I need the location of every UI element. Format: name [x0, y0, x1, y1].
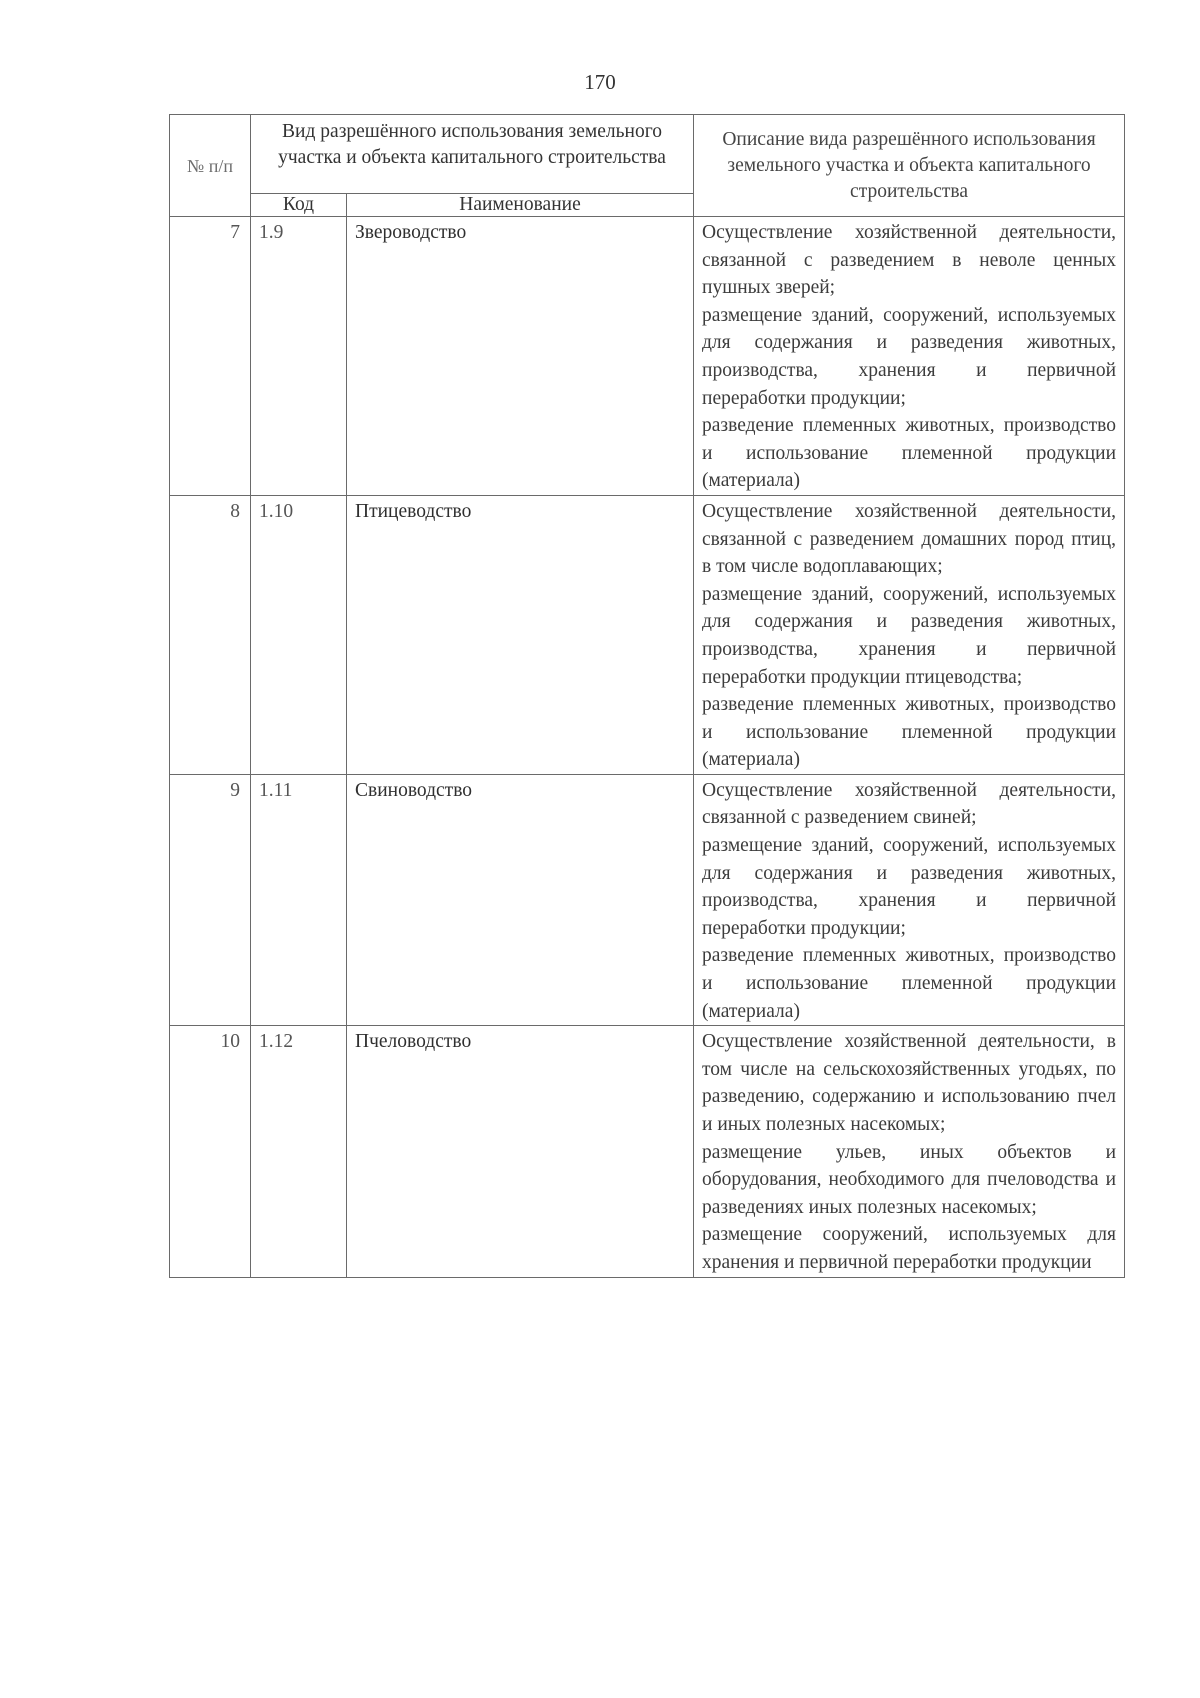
page-number: 170: [584, 70, 616, 94]
land-use-table: [169, 114, 1125, 1278]
row-name: Пчеловодство: [347, 1026, 694, 1277]
header-land-use-type: Вид разрешённого использования земельного участка и объекта капитального строительства: [251, 115, 694, 194]
row-code: 1.11: [251, 774, 347, 1025]
row-number: 10: [170, 1026, 251, 1277]
description-paragraph: Осуществление хозяйственной деятельности, связанной с разведением домашних пород птиц, в том числе водоплавающих;: [702, 500, 1117, 578]
description-paragraph: размещение зданий, сооружений, используемых для содержания и разведения животных, производства, хранения и первичной переработки продукции;: [702, 304, 1117, 409]
description-paragraph: размещение зданий, сооружений, используемых для содержания и разведения животных, производства, хранения и первичной переработки продукции птицеводства;: [702, 583, 1117, 688]
header-number: № п/п: [170, 115, 251, 217]
row-number: 7: [170, 217, 251, 496]
row-description: [694, 217, 1125, 496]
description-paragraph: размещение ульев, иных объектов и оборудования, необходимого для пчеловодства и разведениях иных полезных насекомых;: [702, 1141, 1117, 1218]
row-code: 1.12: [251, 1026, 347, 1277]
description-paragraph: размещение сооружений, используемых для хранения и первичной переработки продукции: [702, 1224, 1117, 1273]
row-code: 1.10: [251, 495, 347, 774]
row-description: [694, 774, 1125, 1025]
description-paragraph: Осуществление хозяйственной деятельности, связанной с разведением в неволе ценных пушных зверей;: [702, 222, 1117, 299]
table-body: [170, 217, 1125, 1278]
row-description: [694, 495, 1125, 774]
row-name: Свиноводство: [347, 774, 694, 1025]
row-description: [694, 1026, 1125, 1277]
table-header: [170, 115, 1125, 217]
description-paragraph: размещение зданий, сооружений, используемых для содержания и разведения животных, производства, хранения и первичной переработки продукции;: [702, 835, 1117, 939]
description-paragraph: Осуществление хозяйственной деятельности, в том числе на сельскохозяйственных угодьях, по разведению, содержанию и использованию пчел и иных полезных насекомых;: [702, 1031, 1117, 1135]
header-code: Код: [251, 194, 347, 217]
description-paragraph: разведение племенных животных, производство и использование племенной продукции (материала): [702, 415, 1117, 492]
description-paragraph: разведение племенных животных, производство и использование племенной продукции (материала): [702, 945, 1117, 1022]
table-row: [170, 1026, 1125, 1277]
header-name: Наименование: [347, 194, 694, 217]
header-row: [170, 115, 1125, 194]
description-paragraph: Осуществление хозяйственной деятельности, связанной с разведением свиней;: [702, 779, 1117, 829]
header-description: Описание вида разрешённого использования земельного участка и объекта капитального строительства: [694, 115, 1125, 217]
table-row: [170, 217, 1125, 496]
row-code: 1.9: [251, 217, 347, 496]
row-number: 8: [170, 495, 251, 774]
table-row: [170, 495, 1125, 774]
row-name: Звероводство: [347, 217, 694, 496]
description-paragraph: разведение племенных животных, производство и использование племенной продукции (материала): [702, 694, 1117, 771]
row-name: Птицеводство: [347, 495, 694, 774]
table-row: [170, 774, 1125, 1025]
row-number: 9: [170, 774, 251, 1025]
